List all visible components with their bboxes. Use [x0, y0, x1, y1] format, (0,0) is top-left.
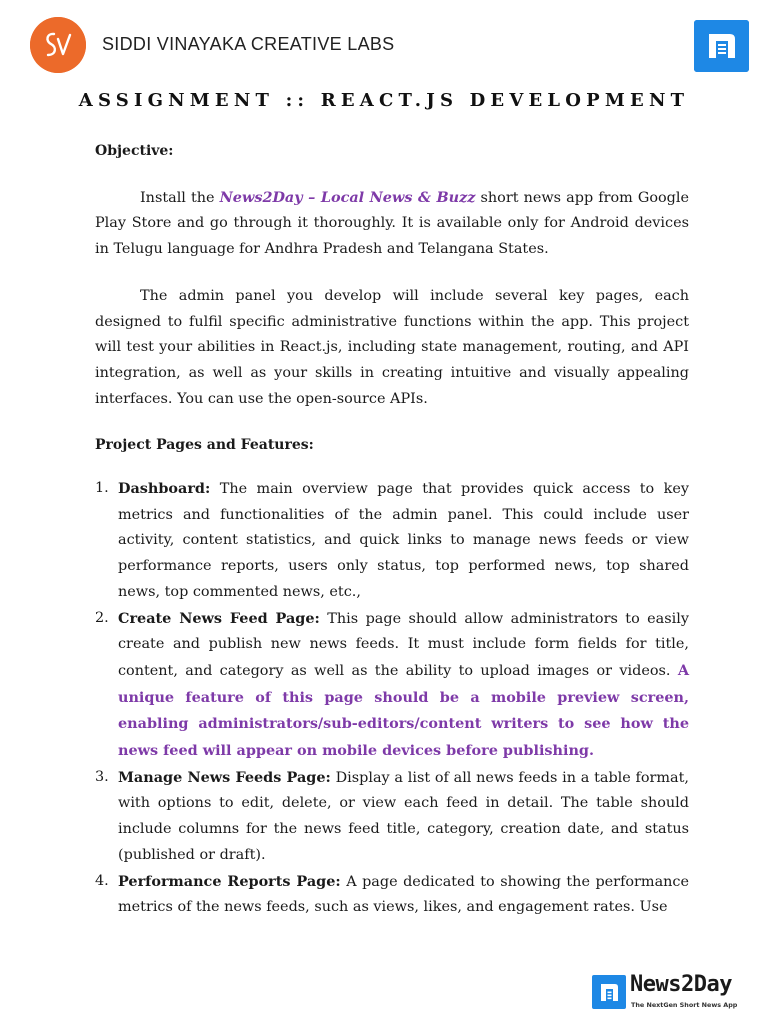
feature-title: Create News Feed Page:: [118, 609, 320, 627]
feature-highlight: A unique feature of this page should be a mobile preview screen, enabling administrators/sub-editors/content writers to see how the news feed will appear on mobile devices before publishing.: [118, 661, 689, 760]
feature-number: 4.: [95, 872, 109, 889]
feature-text: A page dedicated to showing the performance metrics of the news feeds, such as views, likes, and engagement rates. Use: [118, 873, 690, 916]
features-heading: Project Pages and Features:: [95, 437, 314, 454]
sv-monogram-icon: [30, 17, 86, 73]
feature-title: Performance Reports Page:: [118, 872, 341, 890]
objective-paragraph-2: The admin panel you develop will include several key pages, each designed to fulfil specific administrative functions within the app. This project will test your abilities in React.js, including state management, routing, and API integration, as well as your skills in creating intuitive and visually appealing interfaces. You can use the open-source APIs.: [95, 287, 689, 407]
feature-text: Display a list of all news feeds in a table format, with options to edit, delete, or view each feed in detail. The table should include columns for the news feed title, category, creation date, and status (published or draft).: [118, 769, 689, 863]
objective-heading: Objective:: [95, 143, 174, 159]
news2day-n-icon: [694, 20, 749, 72]
feature-title: Dashboard:: [118, 480, 211, 498]
para1-rest: short news app from Google Play Store and go through it thoroughly. It is available only for Android devices in Telugu language for Andhra Pradesh and Telangana States.: [95, 189, 689, 258]
app-name-highlight: News2Day – Local News & Buzz: [219, 188, 476, 206]
footer-brand-name: News2Day: [630, 972, 732, 997]
document-body: [95, 139, 689, 921]
company-name: SIDDI VINAYAKA CREATIVE LABS: [102, 34, 395, 54]
feature-text: This page should allow administrators to easily create and publish new news feeds. It must include form fields for title, content, and category as well as the ability to upload images or videos.: [118, 610, 689, 679]
para1-intro: Install the: [140, 189, 220, 206]
document-title: ASSIGNMENT :: REACT.JS DEVELOPMENT: [78, 90, 690, 111]
feature-item-manage-news-feeds: [95, 765, 689, 869]
feature-item-performance-reports: [95, 869, 689, 921]
feature-item-create-news-feed: [95, 606, 689, 765]
feature-number: 2.: [95, 609, 109, 626]
feature-number: 3.: [95, 768, 109, 785]
news2day-n-icon: [592, 975, 626, 1009]
features-list: [95, 476, 689, 921]
feature-title: Manage News Feeds Page:: [118, 768, 331, 786]
feature-item-dashboard: [95, 476, 689, 606]
objective-paragraph-1: [95, 185, 689, 263]
feature-number: 1.: [95, 480, 109, 497]
footer-tagline: The NextGen Short News App: [631, 1001, 738, 1009]
feature-text: The main overview page that provides quick access to key metrics and functionalities of the admin panel. This could include user activity, content statistics, and quick links to manage news feeds or view performance reports, users only status, top performed news, top shared news, top commented news, etc.,: [118, 481, 689, 600]
